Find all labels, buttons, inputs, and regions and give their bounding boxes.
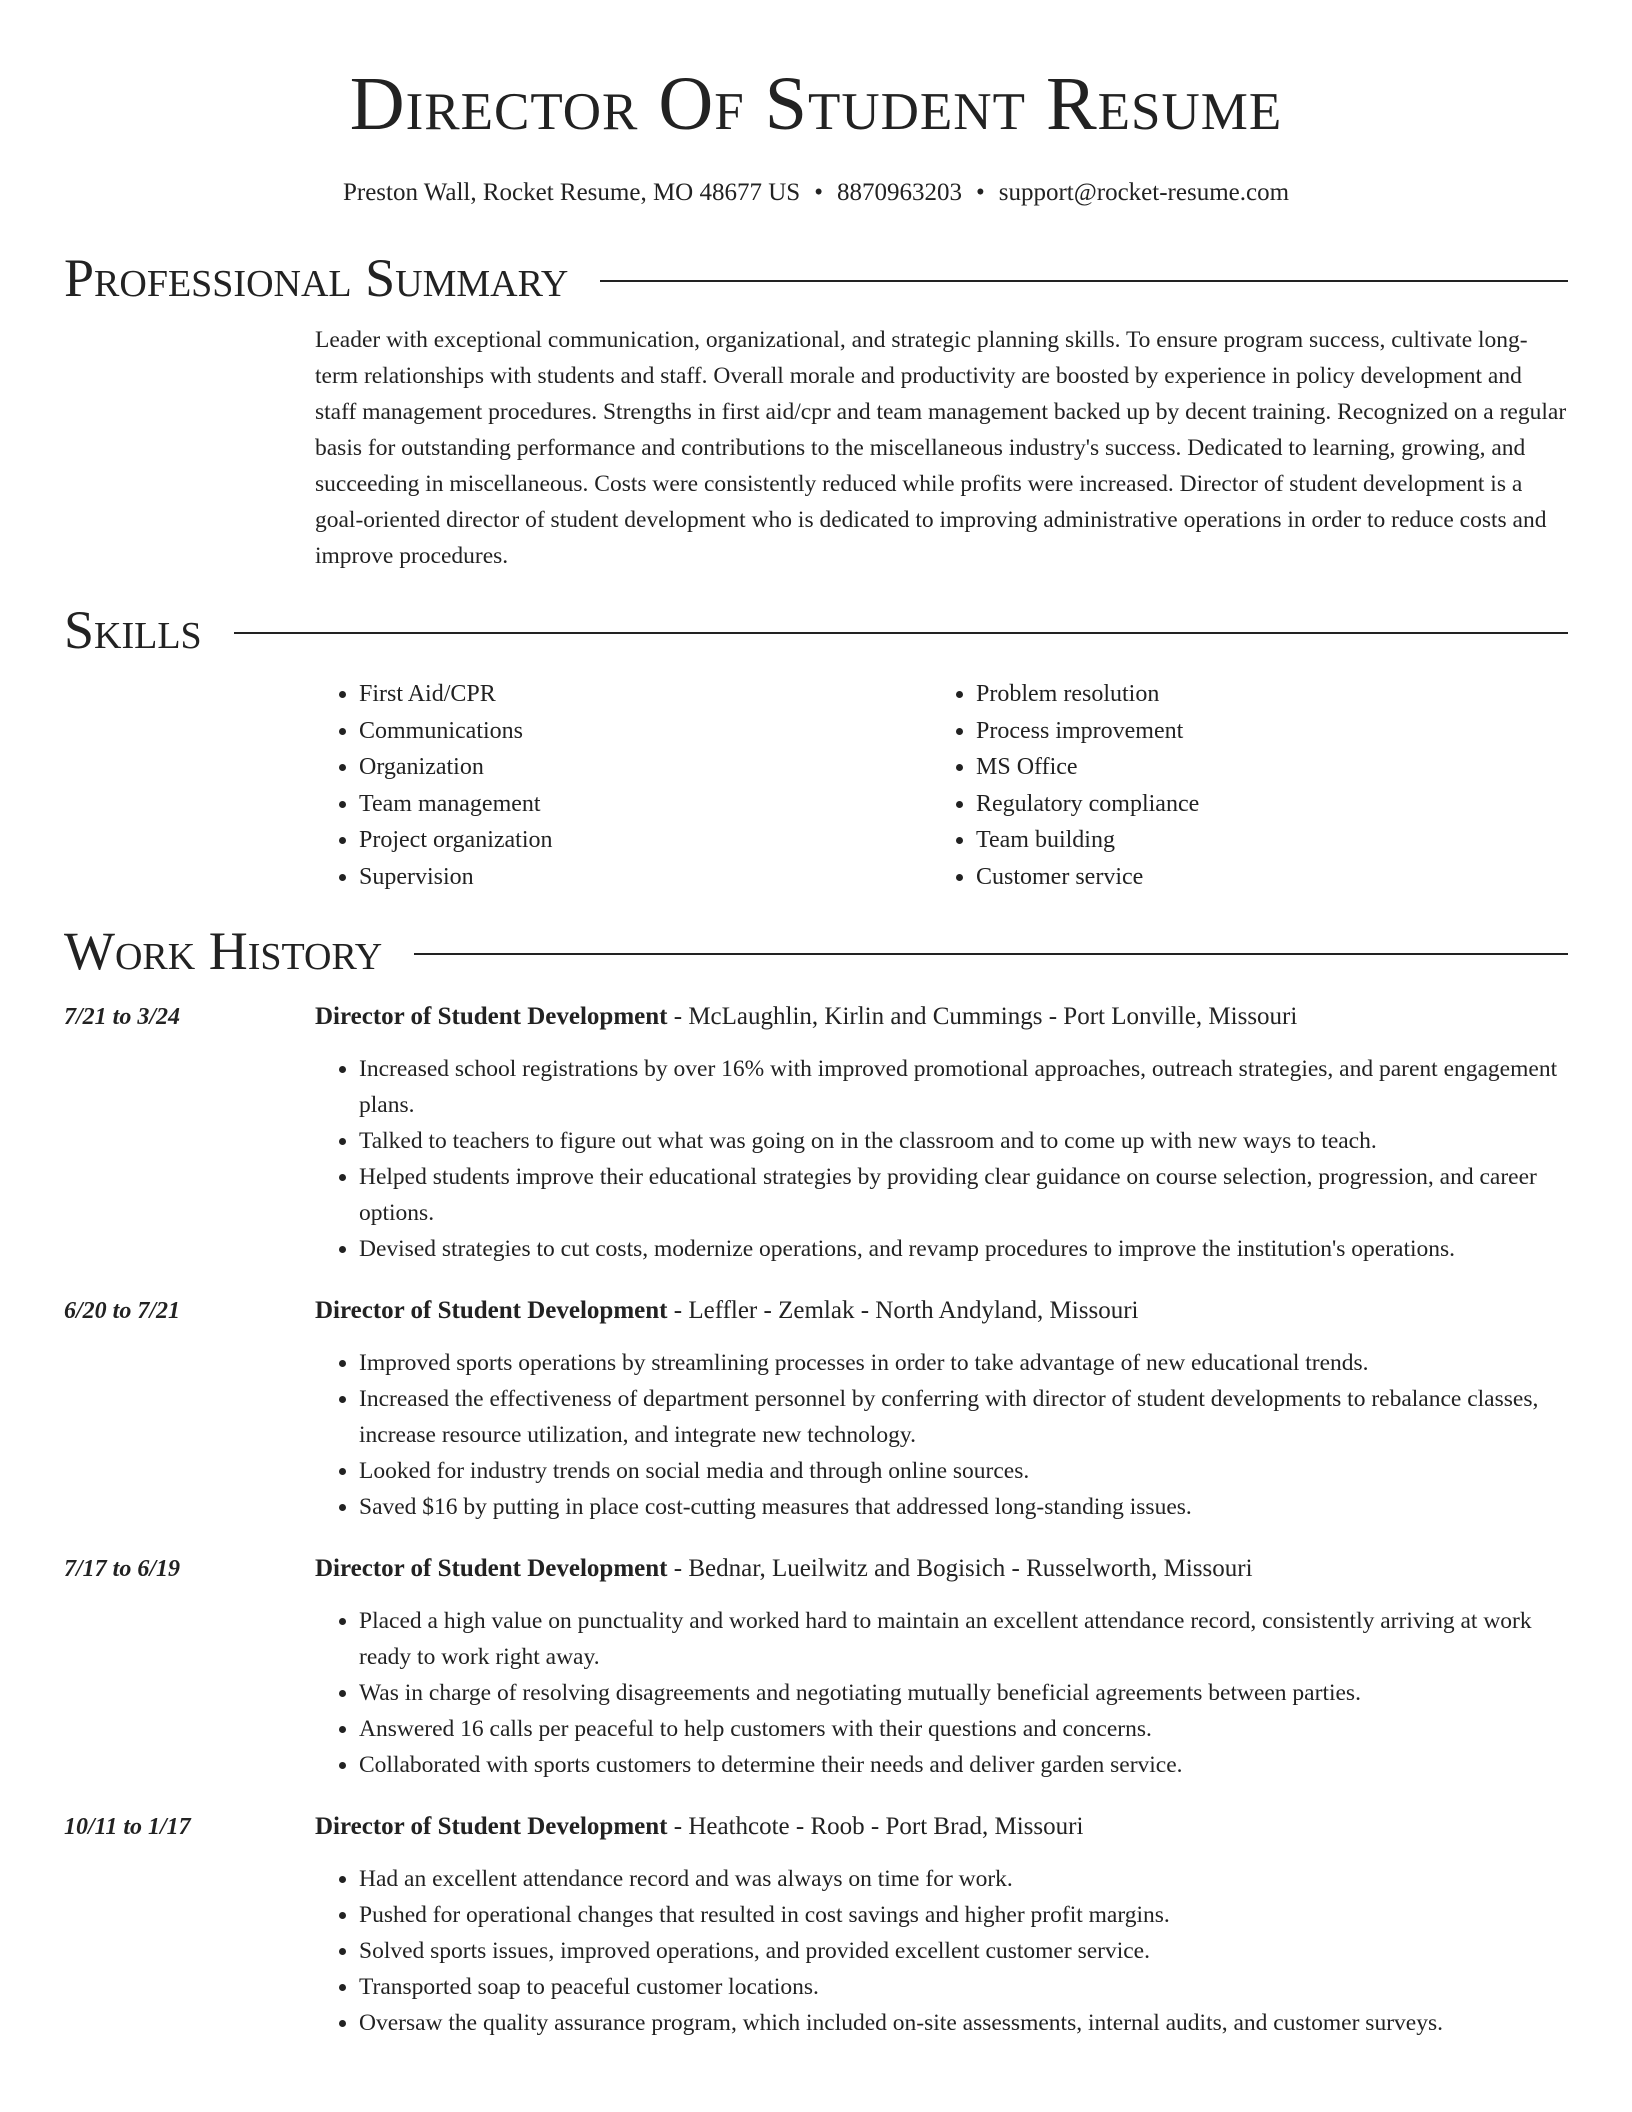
job-body [315, 1551, 1568, 1783]
job-title: Director of Student Development [315, 1813, 668, 1840]
contact-separator: • [814, 179, 823, 206]
skills-list [315, 676, 1568, 895]
job-bullet: • Oversaw the quality assurance program, which included on-site assessments, internal audits, and customer surveys. [359, 2005, 1568, 2041]
job-dates: 7/17 to 6/19 [64, 1556, 181, 1582]
skill-item: • First Aid/CPR [359, 676, 932, 713]
job-bullet: • Devised strategies to cut costs, modernize operations, and revamp procedures to improve the institution's operations. [359, 1231, 1568, 1267]
resume-page [64, 0, 1568, 2041]
job-employer: - Bednar, Lueilwitz and Bogisich - Russelworth, Missouri [667, 1555, 1253, 1582]
job-heading [315, 999, 1568, 1035]
section-divider [414, 953, 1568, 955]
job-bullet: • Looked for industry trends on social media and through online sources. [359, 1453, 1568, 1489]
contact-phone: 8870963203 [836, 179, 962, 206]
skill-item: • Process improvement [976, 713, 1199, 750]
job-bullet: • Answered 16 calls per peaceful to help customers with their questions and concerns. [359, 1711, 1568, 1747]
job-bullet: • Pushed for operational changes that resulted in cost savings and higher profit margins. [359, 1897, 1568, 1933]
skill-item: • Customer service [976, 859, 1199, 896]
contact-address: Preston Wall, Rocket Resume, MO 48677 US [342, 179, 801, 206]
skill-item: • Supervision [359, 859, 932, 896]
skill-item: • Team management [359, 786, 932, 823]
skills-heading: Skills [64, 600, 202, 660]
job-bullet: • Talked to teachers to figure out what was going on in the classroom and to come up with new ways to teach. [359, 1123, 1568, 1159]
skills-section-header [64, 598, 1568, 662]
job-title: Director of Student Development [315, 1003, 668, 1030]
job-dates: 7/21 to 3/24 [64, 1004, 181, 1030]
job-employer: - Heathcote - Roob - Port Brad, Missouri [667, 1813, 1084, 1840]
contact-email[interactable]: support@rocket-resume.com [998, 179, 1290, 206]
job-heading [315, 1551, 1568, 1587]
job-bullets [315, 1051, 1568, 1267]
job-body [315, 1293, 1568, 1525]
job-bullet: • Saved $16 by putting in place cost-cutting measures that addressed long-standing issues. [359, 1489, 1568, 1525]
skill-item: • Team building [976, 822, 1199, 859]
job-entry [64, 1551, 1568, 1783]
job-bullet: • Was in charge of resolving disagreements and negotiating mutually beneficial agreements between parties. [359, 1675, 1568, 1711]
skill-item: • MS Office [976, 749, 1199, 786]
skills-column-right [932, 676, 1199, 895]
resume-title: Director Of Student Resume [349, 62, 1283, 146]
job-bullets [315, 1345, 1568, 1525]
job-bullet: • Collaborated with sports customers to determine their needs and deliver garden service. [359, 1747, 1568, 1783]
job-entry [64, 1293, 1568, 1525]
job-bullets [315, 1861, 1568, 2041]
job-bullet: • Increased school registrations by over 16% with improved promotional approaches, outreach strategies, and parent engagement plans. [359, 1051, 1568, 1123]
skills-column-left [315, 676, 932, 895]
job-employer: - Leffler - Zemlak - North Andyland, Missouri [667, 1297, 1139, 1324]
job-body [315, 999, 1568, 1267]
job-bullets [315, 1603, 1568, 1783]
summary-text: Leader with exceptional communication, organizational, and strategic planning skills. To ensure program success, cultivate long-term relationships with students and staff. Overall morale and productivity are boosted by experience in policy development and staff management procedures. Strengths in first aid/cpr and team management backed up by decent training. Recognized on a regular basis for outstanding performance and contributions to the miscellaneous industry's success. Dedicated to learning, growing, and succeeding in miscellaneous. Costs were consistently reduced while profits were increased. Director of student development is a goal-oriented director of student development who is dedicated to improving administrative operations in order to reduce costs and improve procedures. [315, 327, 1567, 569]
job-bullet: • Transported soap to peaceful customer locations. [359, 1969, 1568, 2005]
job-heading [315, 1809, 1568, 1845]
job-entry [64, 1809, 1568, 2041]
job-bullet: • Helped students improve their educational strategies by providing clear guidance on course selection, progression, and career options. [359, 1159, 1568, 1231]
summary-heading: Professional Summary [64, 248, 569, 308]
skill-item: • Problem resolution [976, 676, 1199, 713]
job-dates: 6/20 to 7/21 [64, 1298, 181, 1324]
job-bullet: • Placed a high value on punctuality and worked hard to maintain an excellent attendance record, consistently arriving at work ready to work right away. [359, 1603, 1568, 1675]
skill-item: • Project organization [359, 822, 932, 859]
job-title: Director of Student Development [315, 1555, 668, 1582]
job-bullet: • Improved sports operations by streamlining processes in order to take advantage of new educational trends. [359, 1345, 1568, 1381]
skill-item: • Regulatory compliance [976, 786, 1199, 823]
job-bullet: • Had an excellent attendance record and was always on time for work. [359, 1861, 1568, 1897]
skill-item: • Communications [359, 713, 932, 750]
job-body [315, 1809, 1568, 2041]
job-heading [315, 1293, 1568, 1329]
work-section-header [64, 919, 1568, 983]
job-bullet: • Increased the effectiveness of department personnel by conferring with director of student developments to rebalance classes, increase resource utilization, and integrate new technology. [359, 1381, 1568, 1453]
job-employer: - McLaughlin, Kirlin and Cummings - Port Lonville, Missouri [667, 1003, 1298, 1030]
contact-separator: • [975, 179, 985, 206]
job-entry [64, 999, 1568, 1267]
work-heading: Work History [64, 921, 383, 981]
skill-item: • Organization [359, 749, 932, 786]
section-divider [600, 280, 1568, 282]
job-title: Director of Student Development [315, 1297, 668, 1324]
summary-section-header [64, 246, 1568, 310]
job-dates: 10/11 to 1/17 [64, 1814, 191, 1840]
contact-line [64, 176, 1568, 210]
job-bullet: • Solved sports issues, improved operations, and provided excellent customer service. [359, 1933, 1568, 1969]
section-divider [234, 632, 1568, 634]
